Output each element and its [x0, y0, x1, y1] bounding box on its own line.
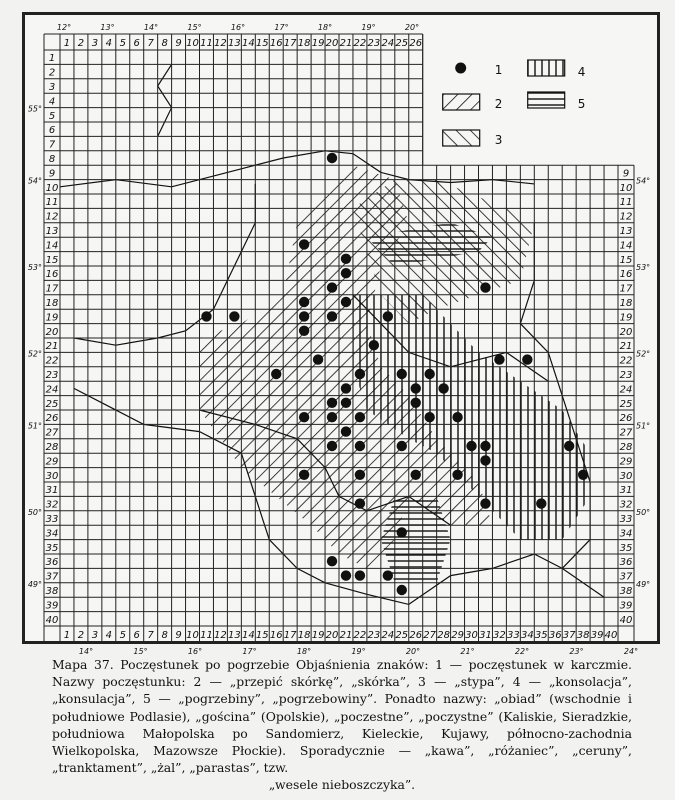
dot-marker — [411, 383, 421, 393]
column-label-bottom: 3 — [91, 630, 99, 641]
column-label-bottom: 8 — [161, 630, 168, 641]
row-label-right: 34 — [619, 528, 633, 540]
dot-marker — [327, 311, 337, 321]
row-label-left: 38 — [45, 586, 59, 597]
row-label-right: 21 — [619, 341, 633, 353]
dot-marker — [452, 412, 462, 422]
dot-marker — [424, 369, 434, 379]
longitude-label-bottom: 16° — [187, 647, 203, 656]
latitude-label-left: 51° — [27, 421, 42, 431]
dot-marker — [397, 441, 407, 451]
longitude-label-bottom: 23° — [569, 647, 584, 656]
legend-dot-symbol — [455, 63, 466, 74]
dot-marker — [424, 412, 434, 422]
longitude-label-bottom: 19° — [351, 647, 366, 656]
row-label-left: 10 — [45, 182, 59, 194]
row-label-left: 21 — [45, 341, 59, 353]
column-label-bottom: 35 — [534, 630, 548, 641]
row-label-right: 24 — [619, 384, 633, 396]
longitude-label-bottom: 18° — [296, 647, 312, 656]
row-label-left: 37 — [45, 571, 59, 583]
longitude-label-bottom: 21° — [460, 647, 475, 656]
longitude-label-bottom: 15° — [133, 647, 148, 656]
column-label-bottom: 12 — [214, 630, 227, 641]
column-label-bottom: 9 — [175, 630, 182, 641]
row-label-right: 39 — [619, 600, 633, 612]
column-label-top: 10 — [186, 38, 199, 49]
column-label-bottom: 29 — [451, 630, 464, 641]
column-label-bottom: 27 — [423, 630, 437, 641]
column-label-bottom: 5 — [119, 630, 126, 641]
dot-marker — [341, 254, 351, 264]
dot-marker — [466, 441, 476, 451]
longitude-label-top: 15° — [187, 23, 202, 32]
row-label-right: 33 — [619, 514, 633, 525]
column-label-bottom: 26 — [409, 630, 423, 641]
row-label-left: 7 — [48, 139, 56, 151]
dot-marker — [201, 311, 211, 321]
legend-label-3: 3 — [494, 133, 503, 147]
legend-swatch-5 — [528, 92, 565, 108]
dot-marker — [341, 383, 351, 393]
column-label-top: 17 — [283, 38, 297, 49]
latitude-label-left: 50° — [27, 507, 42, 517]
row-label-left: 25 — [45, 398, 59, 410]
caption-last-line: „wesele nieboszczyka”. — [268, 777, 416, 793]
column-label-bottom: 11 — [200, 630, 213, 641]
row-label-left: 19 — [45, 312, 59, 324]
dot-marker — [299, 326, 309, 336]
column-label-top: 7 — [147, 38, 154, 49]
column-label-bottom: 28 — [437, 630, 450, 641]
row-label-left: 27 — [45, 427, 59, 439]
dot-marker — [578, 470, 588, 480]
column-label-bottom: 34 — [520, 630, 534, 641]
row-label-right: 25 — [619, 398, 633, 410]
dot-marker — [327, 441, 337, 451]
row-label-left: 15 — [45, 254, 59, 266]
latitude-label-right: 51° — [636, 421, 651, 431]
latitude-label-left: 55° — [27, 104, 42, 114]
longitude-label-top: 18° — [317, 23, 333, 32]
column-label-top: 9 — [175, 38, 182, 49]
column-label-bottom: 13 — [228, 630, 241, 641]
dot-marker — [480, 455, 490, 465]
row-label-right: 10 — [619, 182, 633, 194]
row-label-left: 18 — [45, 298, 59, 309]
row-label-left: 5 — [48, 110, 56, 122]
row-label-left: 22 — [45, 355, 59, 367]
row-label-left: 8 — [48, 154, 56, 165]
row-label-right: 22 — [619, 355, 633, 367]
latitude-label-left: 54° — [27, 176, 42, 186]
row-label-left: 31 — [45, 485, 59, 497]
caption-text: Mapa 37. Poczęstunek po pogrzebie Objaśnienia znaków: 1 — poczęstunek w karczmie. Nazwy poczęstunku: 2 — „przepić skórkę”, „skórka”, 3 — „stypa”, 4 — „konsolacja”, „konsulacja”, 5 — „pogrzebiny”, „pogrzebowiny”. Ponadto nazwy: „obiad” (wschodnie i południowe Podlasie), „gościna” (Opolskie), „poczestne”, „poczystne” (Kaliskie, Sieradzkie, południowa Małopolska po Sandomierz, Kieleckie, Kujawy, północno-zachodnia Wielkopolska, Mazowsze Płockie). Sporadycznie — „kawa”, „różaniec”, „ceruny”, „tranktament”, „żal”, „parastas”, tzw. — [52, 657, 632, 776]
row-label-left: 35 — [45, 542, 59, 554]
row-label-right: 19 — [619, 312, 633, 324]
row-label-left: 28 — [45, 442, 59, 453]
dot-marker — [383, 570, 393, 580]
dot-marker — [327, 412, 337, 422]
map-caption — [52, 656, 632, 794]
longitude-label-top: 20° — [404, 23, 420, 32]
row-label-right: 11 — [619, 197, 633, 209]
legend-label-1: 1 — [494, 63, 503, 77]
column-label-bottom: 40 — [604, 630, 618, 641]
dot-marker — [299, 239, 309, 249]
legend-label-4: 4 — [577, 65, 586, 79]
dot-marker — [494, 354, 504, 364]
row-label-left: 12 — [45, 211, 59, 223]
latitude-label-left: 49° — [27, 579, 42, 589]
row-label-left: 32 — [45, 499, 59, 511]
column-label-bottom: 31 — [479, 630, 492, 641]
row-label-right: 27 — [619, 427, 633, 439]
dot-marker — [355, 412, 365, 422]
row-label-right: 18 — [619, 298, 633, 309]
dot-marker — [355, 369, 365, 379]
column-label-bottom: 37 — [562, 630, 576, 641]
column-label-bottom: 17 — [283, 630, 297, 641]
latitude-label-left: 52° — [27, 349, 42, 359]
longitude-label-bottom: 20° — [405, 647, 421, 656]
dot-marker — [452, 470, 462, 480]
column-label-top: 5 — [119, 38, 126, 49]
row-label-right: 12 — [619, 211, 633, 223]
latitude-label-right: 50° — [636, 507, 651, 517]
dot-marker — [299, 412, 309, 422]
dot-marker — [355, 498, 365, 508]
row-label-right: 31 — [619, 485, 633, 497]
column-label-top: 18 — [297, 38, 311, 49]
dot-marker — [397, 585, 407, 595]
row-label-left: 23 — [45, 370, 59, 381]
column-label-top: 20 — [325, 38, 339, 49]
column-label-top: 3 — [91, 38, 99, 49]
dot-marker — [480, 282, 490, 292]
longitude-label-top: 13° — [100, 23, 115, 32]
column-label-top: 1 — [63, 38, 71, 49]
column-label-bottom: 25 — [395, 630, 409, 641]
legend-label-5: 5 — [577, 97, 586, 111]
column-label-bottom: 7 — [147, 630, 154, 641]
dot-marker — [438, 383, 448, 393]
longitude-label-top: 19° — [361, 23, 376, 32]
row-label-left: 24 — [45, 384, 59, 396]
longitude-label-top: 12° — [56, 23, 72, 32]
column-label-bottom: 23 — [367, 630, 381, 641]
row-label-left: 1 — [48, 53, 56, 65]
dot-marker — [522, 354, 532, 364]
latitude-label-right: 54° — [636, 176, 651, 186]
row-label-right: 16 — [619, 269, 633, 281]
legend-swatch-2 — [443, 94, 480, 110]
dot-marker — [411, 470, 421, 480]
row-label-right: 23 — [619, 370, 633, 381]
dot-marker — [327, 398, 337, 408]
row-label-left: 26 — [45, 413, 59, 425]
dot-marker — [564, 441, 574, 451]
dot-marker — [271, 369, 281, 379]
column-label-top: 19 — [311, 38, 325, 49]
dot-marker — [327, 556, 337, 566]
row-label-right: 28 — [619, 442, 633, 453]
row-label-left: 4 — [48, 96, 56, 108]
column-label-bottom: 36 — [548, 630, 562, 641]
dot-marker — [411, 398, 421, 408]
row-label-left: 17 — [45, 283, 59, 295]
row-label-left: 6 — [48, 125, 56, 137]
latitude-label-right: 52° — [636, 349, 651, 359]
column-label-bottom: 32 — [493, 630, 506, 641]
column-label-bottom: 2 — [77, 630, 85, 641]
column-label-top: 4 — [105, 38, 113, 49]
longitude-label-bottom: 17° — [242, 647, 257, 656]
column-label-top: 25 — [395, 38, 409, 49]
row-label-right: 29 — [619, 456, 633, 468]
dot-marker — [480, 498, 490, 508]
row-label-right: 32 — [619, 499, 633, 511]
row-label-left: 40 — [45, 614, 59, 626]
dot-marker — [341, 268, 351, 278]
column-label-bottom: 20 — [325, 630, 339, 641]
dot-marker — [383, 311, 393, 321]
dot-marker — [313, 354, 323, 364]
row-label-right: 30 — [619, 470, 633, 482]
column-label-bottom: 19 — [311, 630, 325, 641]
row-label-right: 40 — [619, 614, 633, 626]
column-label-bottom: 4 — [105, 630, 113, 641]
row-label-right: 9 — [622, 168, 630, 180]
grid-lines — [44, 34, 634, 642]
longitude-label-bottom: 24° — [623, 647, 639, 656]
dot-marker — [397, 369, 407, 379]
dot-marker — [299, 297, 309, 307]
dot-marker — [355, 570, 365, 580]
dot-marker — [229, 311, 239, 321]
longitude-label-bottom: 14° — [78, 647, 94, 656]
row-label-left: 13 — [45, 226, 59, 237]
dot-marker — [369, 340, 379, 350]
row-label-right: 36 — [619, 557, 633, 569]
row-label-right: 37 — [619, 571, 633, 583]
legend-swatch-4 — [528, 60, 565, 76]
column-label-bottom: 6 — [133, 630, 140, 641]
column-label-top: 12 — [214, 38, 227, 49]
dot-marker — [341, 426, 351, 436]
column-label-bottom: 21 — [339, 630, 353, 641]
row-label-right: 14 — [619, 240, 633, 252]
dot-marker — [341, 570, 351, 580]
longitude-label-top: 17° — [274, 23, 289, 32]
column-label-bottom: 10 — [186, 630, 199, 641]
row-label-right: 38 — [619, 586, 633, 597]
dot-marker — [397, 527, 407, 537]
row-label-right: 17 — [619, 283, 633, 295]
column-label-bottom: 1 — [63, 630, 71, 641]
dot-marker — [341, 297, 351, 307]
dot-marker — [355, 470, 365, 480]
latitude-label-right: 49° — [636, 579, 651, 589]
column-label-bottom: 30 — [465, 630, 478, 641]
latitude-label-right: 53° — [636, 263, 651, 272]
column-label-top: 16 — [269, 38, 283, 49]
row-label-left: 2 — [48, 67, 56, 79]
column-label-bottom: 39 — [590, 630, 604, 641]
row-label-right: 15 — [619, 254, 633, 266]
column-label-top: 24 — [381, 38, 395, 49]
column-label-top: 23 — [367, 38, 381, 49]
dot-marker — [299, 470, 309, 480]
row-label-right: 26 — [619, 413, 633, 425]
column-label-top: 15 — [255, 38, 269, 49]
row-label-left: 11 — [45, 197, 59, 209]
row-label-right: 13 — [619, 226, 633, 237]
row-label-right: 35 — [619, 542, 633, 554]
column-label-top: 14 — [241, 38, 255, 49]
column-label-bottom: 33 — [507, 630, 520, 641]
row-label-left: 30 — [45, 470, 59, 482]
column-label-bottom: 18 — [297, 630, 311, 641]
longitude-label-top: 14° — [143, 23, 159, 32]
row-label-left: 33 — [45, 514, 59, 525]
dot-marker — [341, 398, 351, 408]
dot-marker — [536, 498, 546, 508]
column-label-bottom: 38 — [576, 630, 590, 641]
column-label-bottom: 16 — [269, 630, 283, 641]
longitude-label-top: 16° — [230, 23, 246, 32]
column-label-top: 13 — [228, 38, 241, 49]
row-label-left: 20 — [45, 326, 59, 338]
row-label-left: 16 — [45, 269, 59, 281]
column-label-bottom: 15 — [255, 630, 269, 641]
column-label-top: 8 — [161, 38, 168, 49]
column-label-top: 11 — [200, 38, 213, 49]
row-label-left: 34 — [45, 528, 59, 540]
row-label-left: 39 — [45, 600, 59, 612]
legend-swatch-3 — [443, 130, 480, 146]
dot-marker — [355, 441, 365, 451]
row-label-left: 36 — [45, 557, 59, 569]
row-label-left: 9 — [48, 168, 56, 180]
column-label-bottom: 22 — [353, 630, 367, 641]
row-label-right: 20 — [619, 326, 633, 338]
column-label-top: 26 — [409, 38, 423, 49]
dot-marker — [480, 441, 490, 451]
row-label-left: 29 — [45, 456, 59, 468]
row-label-left: 14 — [45, 240, 59, 252]
column-label-top: 6 — [133, 38, 140, 49]
column-label-top: 22 — [353, 38, 367, 49]
dot-marker — [299, 311, 309, 321]
dot-marker — [327, 282, 337, 292]
column-label-top: 21 — [339, 38, 353, 49]
column-label-top: 2 — [77, 38, 85, 49]
row-label-left: 3 — [48, 82, 56, 93]
legend-label-2: 2 — [494, 97, 503, 111]
longitude-label-bottom: 22° — [514, 647, 530, 656]
column-label-bottom: 14 — [241, 630, 255, 641]
column-label-bottom: 24 — [381, 630, 395, 641]
dot-marker — [327, 153, 337, 163]
latitude-label-left: 53° — [27, 263, 42, 272]
island-outline — [158, 64, 172, 136]
